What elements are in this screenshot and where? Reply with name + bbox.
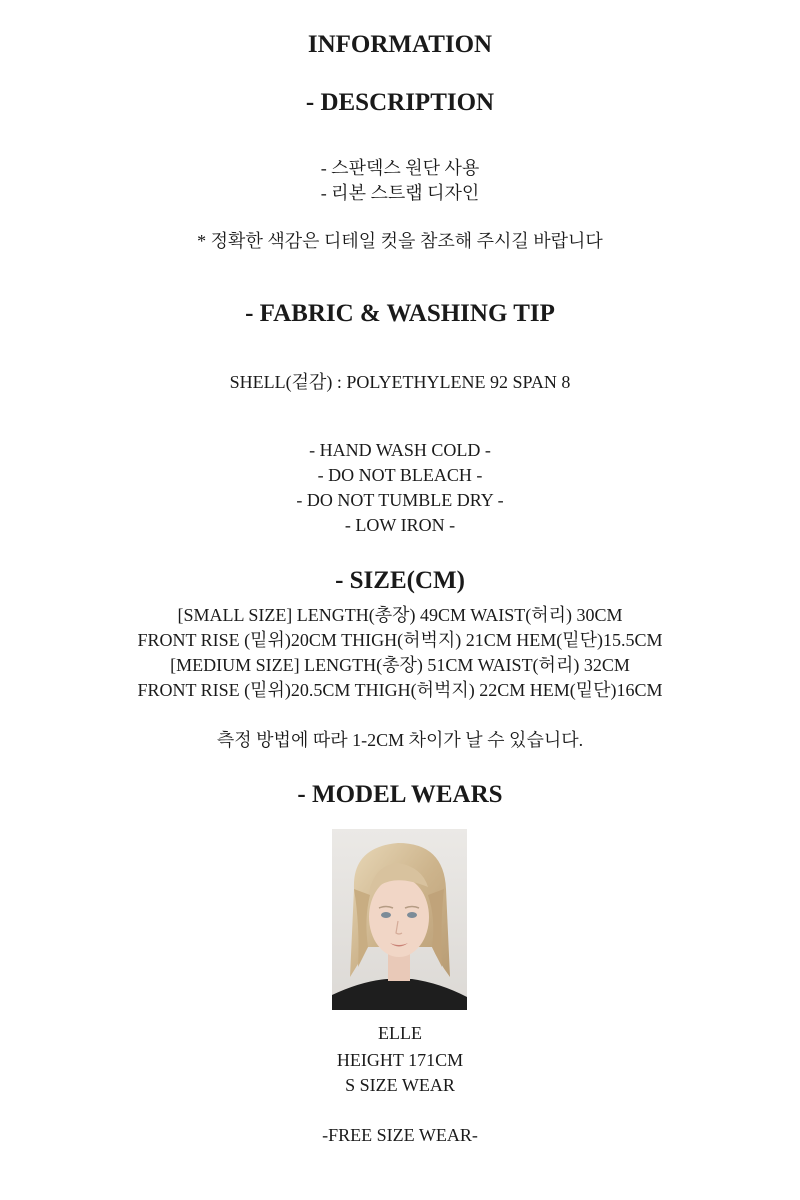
model-size-worn: S SIZE WEAR: [345, 1075, 455, 1095]
size-table: [0, 603, 800, 703]
size-line: FRONT RISE (밑위)20.5CM THIGH(허벅지) 22CM HEM(밑단)16CM: [137, 680, 663, 700]
description-item: - 스판덱스 원단 사용: [320, 158, 480, 178]
description-list: [0, 156, 800, 206]
model-photo: [332, 829, 467, 1010]
model-portrait-image: [332, 829, 467, 1010]
care-item: - DO NOT TUMBLE DRY -: [296, 490, 504, 510]
model-heading: - MODEL WEARS: [297, 781, 503, 808]
care-item: - LOW IRON -: [344, 515, 456, 535]
size-line: [MEDIUM SIZE] LENGTH(총장) 51CM WAIST(허리) 32CM: [170, 655, 630, 675]
care-list: [0, 438, 800, 538]
shell-composition: SHELL(겉감) : POLYETHYLENE 92 SPAN 8: [229, 372, 571, 392]
measurement-note: 측정 방법에 따라 1-2CM 차이가 날 수 있습니다.: [216, 730, 584, 750]
fabric-heading: - FABRIC & WASHING TIP: [245, 300, 555, 327]
description-item: - 리본 스트랩 디자인: [320, 183, 480, 203]
color-note: * 정확한 색감은 디테일 컷을 참조해 주시길 바랍니다: [197, 231, 603, 251]
model-height: HEIGHT 171CM: [336, 1050, 464, 1070]
size-line: [SMALL SIZE] LENGTH(총장) 49CM WAIST(허리) 30CM: [177, 605, 623, 625]
model-name: ELLE: [378, 1023, 422, 1043]
page-title: INFORMATION: [307, 31, 493, 58]
description-heading: - DESCRIPTION: [305, 89, 495, 116]
care-item: - DO NOT BLEACH -: [317, 465, 483, 485]
free-size-note: -FREE SIZE WEAR-: [322, 1125, 478, 1145]
size-heading: - SIZE(CM): [335, 567, 465, 594]
size-line: FRONT RISE (밑위)20CM THIGH(허벅지) 21CM HEM(밑단)15.5CM: [137, 630, 663, 650]
care-item: - HAND WASH COLD -: [309, 440, 491, 460]
